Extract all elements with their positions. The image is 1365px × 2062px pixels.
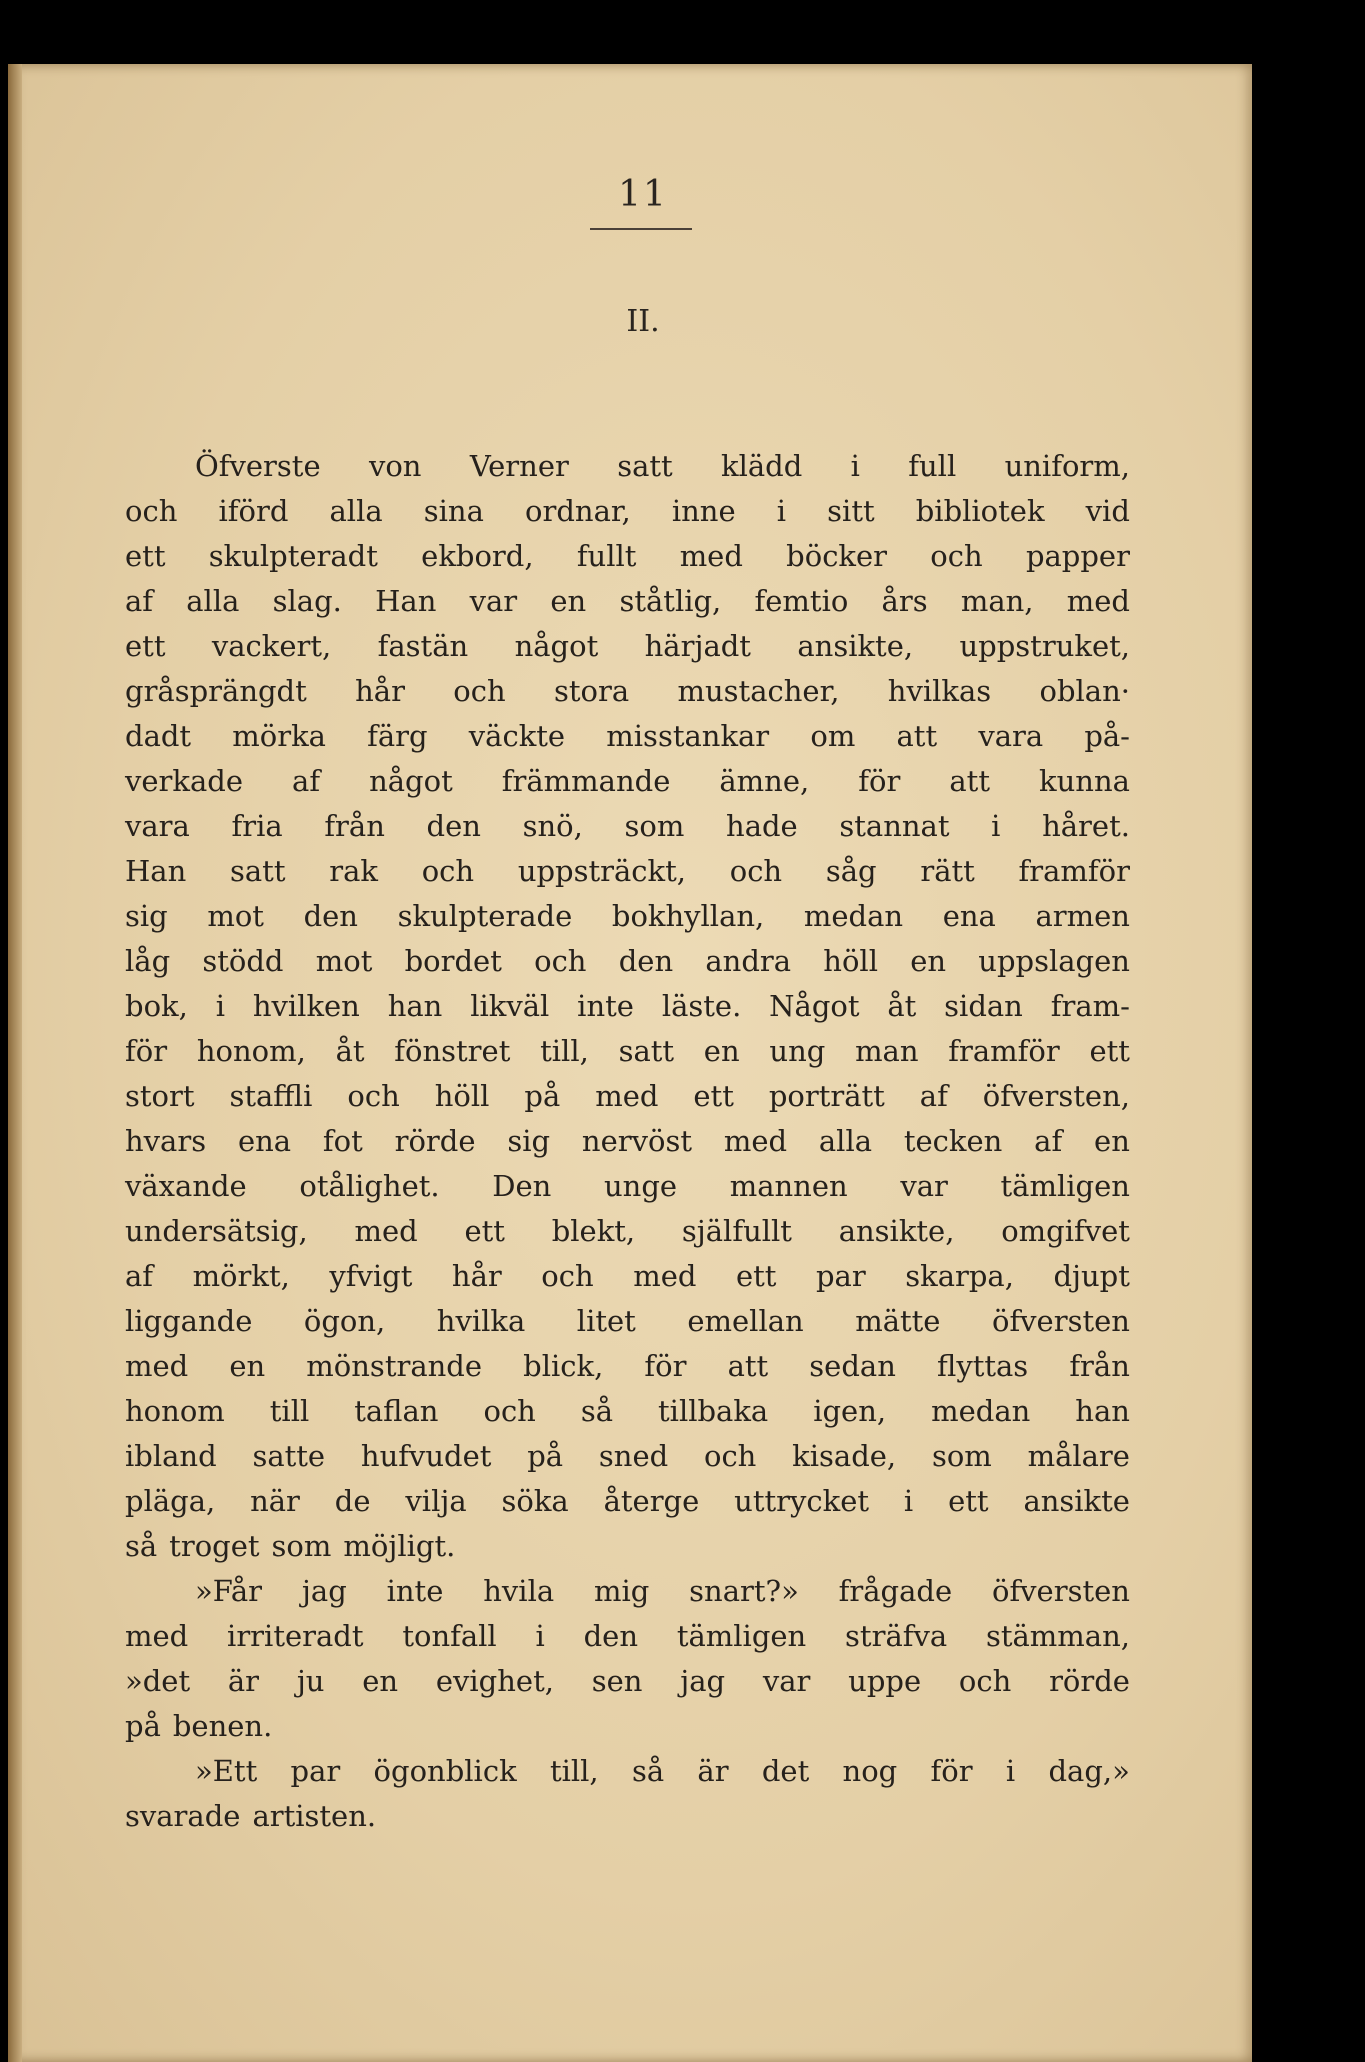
chapter-heading: II. <box>626 304 660 339</box>
text-line: »det är ju en evighet, sen jag var uppe och rörde <box>125 1664 1130 1698</box>
text-line: låg stödd mot bordet och den andra höll en uppslagen <box>125 944 1130 978</box>
text-line: verkade af något främmande ämne, för att kunna <box>125 764 1130 798</box>
text-line: »Ett par ögonblick till, så är det nog för i dag,» <box>195 1754 1130 1788</box>
text-line: honom till taflan och så tillbaka igen, medan han <box>125 1394 1130 1428</box>
text-line: på benen. <box>125 1709 273 1743</box>
text-line: undersätsig, med ett blekt, själfullt ansikte, omgifvet <box>125 1214 1130 1248</box>
text-line: stort staffli och höll på med ett porträtt af öfversten, <box>125 1079 1130 1113</box>
text-line: hvars ena fot rörde sig nervöst med alla tecken af en <box>125 1124 1130 1158</box>
text-line: med en mönstrande blick, för att sedan flyttas från <box>125 1349 1130 1383</box>
body-text <box>125 444 1130 1839</box>
text-line: med irriteradt tonfall i den tämligen sträfva stämman, <box>125 1619 1130 1653</box>
text-line: ibland satte hufvudet på sned och kisade, som målare <box>125 1439 1130 1473</box>
text-line: växande otålighet. Den unge mannen var tämligen <box>125 1169 1130 1203</box>
page-number: 11 <box>618 174 668 215</box>
text-line: gråsprängdt hår och stora mustacher, hvilkas oblan· <box>125 674 1130 708</box>
text-line: af alla slag. Han var en ståtlig, femtio års man, med <box>125 584 1130 618</box>
text-line: svarade artisten. <box>125 1799 377 1833</box>
text-line: pläga, när de vilja söka återge uttrycket i ett ansikte <box>125 1484 1130 1518</box>
page-number-rule <box>590 228 692 230</box>
text-line: ett vackert, fastän något härjadt ansikte, uppstruket, <box>125 629 1130 663</box>
text-line: »Får jag inte hvila mig snart?» frågade öfversten <box>195 1574 1130 1608</box>
text-line: så troget som möjligt. <box>125 1529 456 1563</box>
text-line: vara fria från den snö, som hade stannat i håret. <box>125 809 1130 843</box>
text-line: bok, i hvilken han likväl inte läste. Något åt sidan fram- <box>125 989 1130 1023</box>
book-page <box>8 64 1252 2062</box>
text-line: liggande ögon, hvilka litet emellan mätte öfversten <box>125 1304 1130 1338</box>
page-binding-edge <box>8 64 22 2062</box>
text-line: sig mot den skulpterade bokhyllan, medan ena armen <box>125 899 1130 933</box>
text-line: af mörkt, yfvigt hår och med ett par skarpa, djupt <box>125 1259 1130 1293</box>
text-line: dadt mörka färg väckte misstankar om att vara på- <box>125 719 1130 753</box>
text-line: Han satt rak och uppsträckt, och såg rätt framför <box>125 854 1130 888</box>
text-line: och iförd alla sina ordnar, inne i sitt bibliotek vid <box>125 494 1130 528</box>
text-line: ett skulpteradt ekbord, fullt med böcker och papper <box>125 539 1130 573</box>
text-line: för honom, åt fönstret till, satt en ung man framför ett <box>125 1034 1130 1068</box>
text-line: Öfverste von Verner satt klädd i full uniform, <box>195 449 1130 483</box>
